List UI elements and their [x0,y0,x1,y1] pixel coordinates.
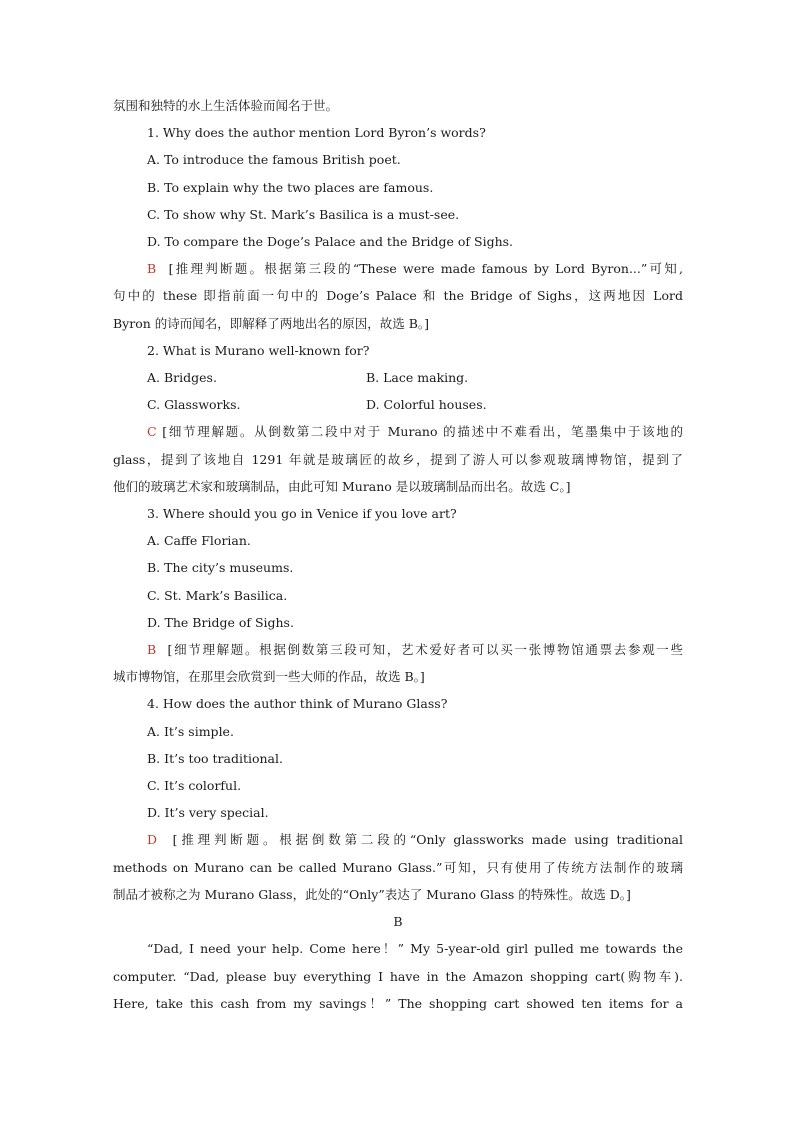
q4-explanation-line-3: 制品才被称之为 Murano Glass，此处的“Only”表达了 Murano Glass 的特殊性。故选 D。] [113,886,631,902]
q2-option-d: D. Colorful houses. [366,397,487,413]
q1-answer: B [147,261,157,277]
q4-answer: D [147,832,158,848]
q2-option-a: A. Bridges. [147,370,217,386]
q3-option-c: C. St. Mark’s Basilica. [147,587,288,603]
q1-explanation-line-2: 句中的 these 即指前面一句中的 Doge’s Palace 和 the Bridge of Sighs，这两地因 Lord [113,288,683,304]
section-b-line-1: “Dad, I need your help. Come here！” My 5-year-old girl pulled me towards the [147,941,683,957]
q1-option-a: A. To introduce the famous British poet. [147,152,401,168]
q1-option-d: D. To compare the Doge’s Palace and the Bridge of Sighs. [147,234,514,250]
q3-explanation-line-1: B [细节理解题。根据倒数第三段可知，艺术爱好者可以买一张博物馆通票去参观一些 [147,642,683,658]
q1-option-b: B. To explain why the two places are famous. [147,179,434,195]
q2-option-c: C. Glassworks. [147,397,241,413]
q2-question: 2. What is Murano well-known for? [147,342,370,358]
q4-option-d: D. It’s very special. [147,805,269,821]
q2-explanation-line-3: 他们的玻璃艺术家和玻璃制品，由此可知 Murano 是以玻璃制品而出名。故选 C。] [113,478,571,494]
q4-question: 4. How does the author think of Murano Glass? [147,696,448,712]
q4-explanation-line-2: methods on Murano can be called Murano Glass.”可知，只有使用了传统方法制作的玻璃 [113,859,683,875]
section-b-line-3: Here, take this cash from my savings！” The shopping cart showed ten items for a [113,995,683,1011]
q2-explanation-line-1: C [细节理解题。从倒数第二段中对于 Murano 的描述中不难看出，笔墨集中于该地的 [147,424,683,440]
q3-question: 3. Where should you go in Venice if you love art? [147,506,457,522]
q3-option-d: D. The Bridge of Sighs. [147,614,294,630]
q3-answer: B [147,642,157,658]
intro-tail: 氛围和独特的水上生活体验而闻名于世。 [113,98,339,113]
document-page [113,92,683,1017]
q2-explanation-line-2: glass，提到了该地自 1291 年就是玻璃匠的故乡，提到了游人可以参观玻璃博物馆，提到了 [113,451,683,467]
q2-answer: C [147,424,157,440]
q1-question: 1. Why does the author mention Lord Byron’s words? [147,125,486,141]
q2-option-b: B. Lace making. [366,370,469,386]
q2-options-row-2 [113,391,683,418]
q3-explanation-line-2: 城市博物馆，在那里会欣赏到一些大师的作品，故选 B。] [113,669,425,685]
q4-explanation-line-1: D [推理判断题。根据倒数第二段的“Only glassworks made using traditional [147,832,683,848]
q3-option-b: B. The city’s museums. [147,560,294,576]
q1-option-c: C. To show why St. Mark’s Basilica is a must-see. [147,206,460,222]
q2-options-row-1 [113,364,683,391]
q4-option-c: C. It’s colorful. [147,778,242,794]
q1-explanation-line-3: Byron 的诗而闻名，即解释了两地出名的原因，故选 B。] [113,315,430,331]
q4-option-b: B. It’s too traditional. [147,750,283,766]
q1-explanation-line-1: B [推理判断题。根据第三段的“These were made famous by Lord Byron...”可知, [147,261,683,277]
q3-option-a: A. Caffe Florian. [147,533,251,549]
section-b-line-2: computer. “Dad, please buy everything I have in the Amazon shopping cart(购物车). [113,968,683,984]
q4-option-a: A. It’s simple. [147,723,234,739]
section-b-heading: B [393,914,403,930]
